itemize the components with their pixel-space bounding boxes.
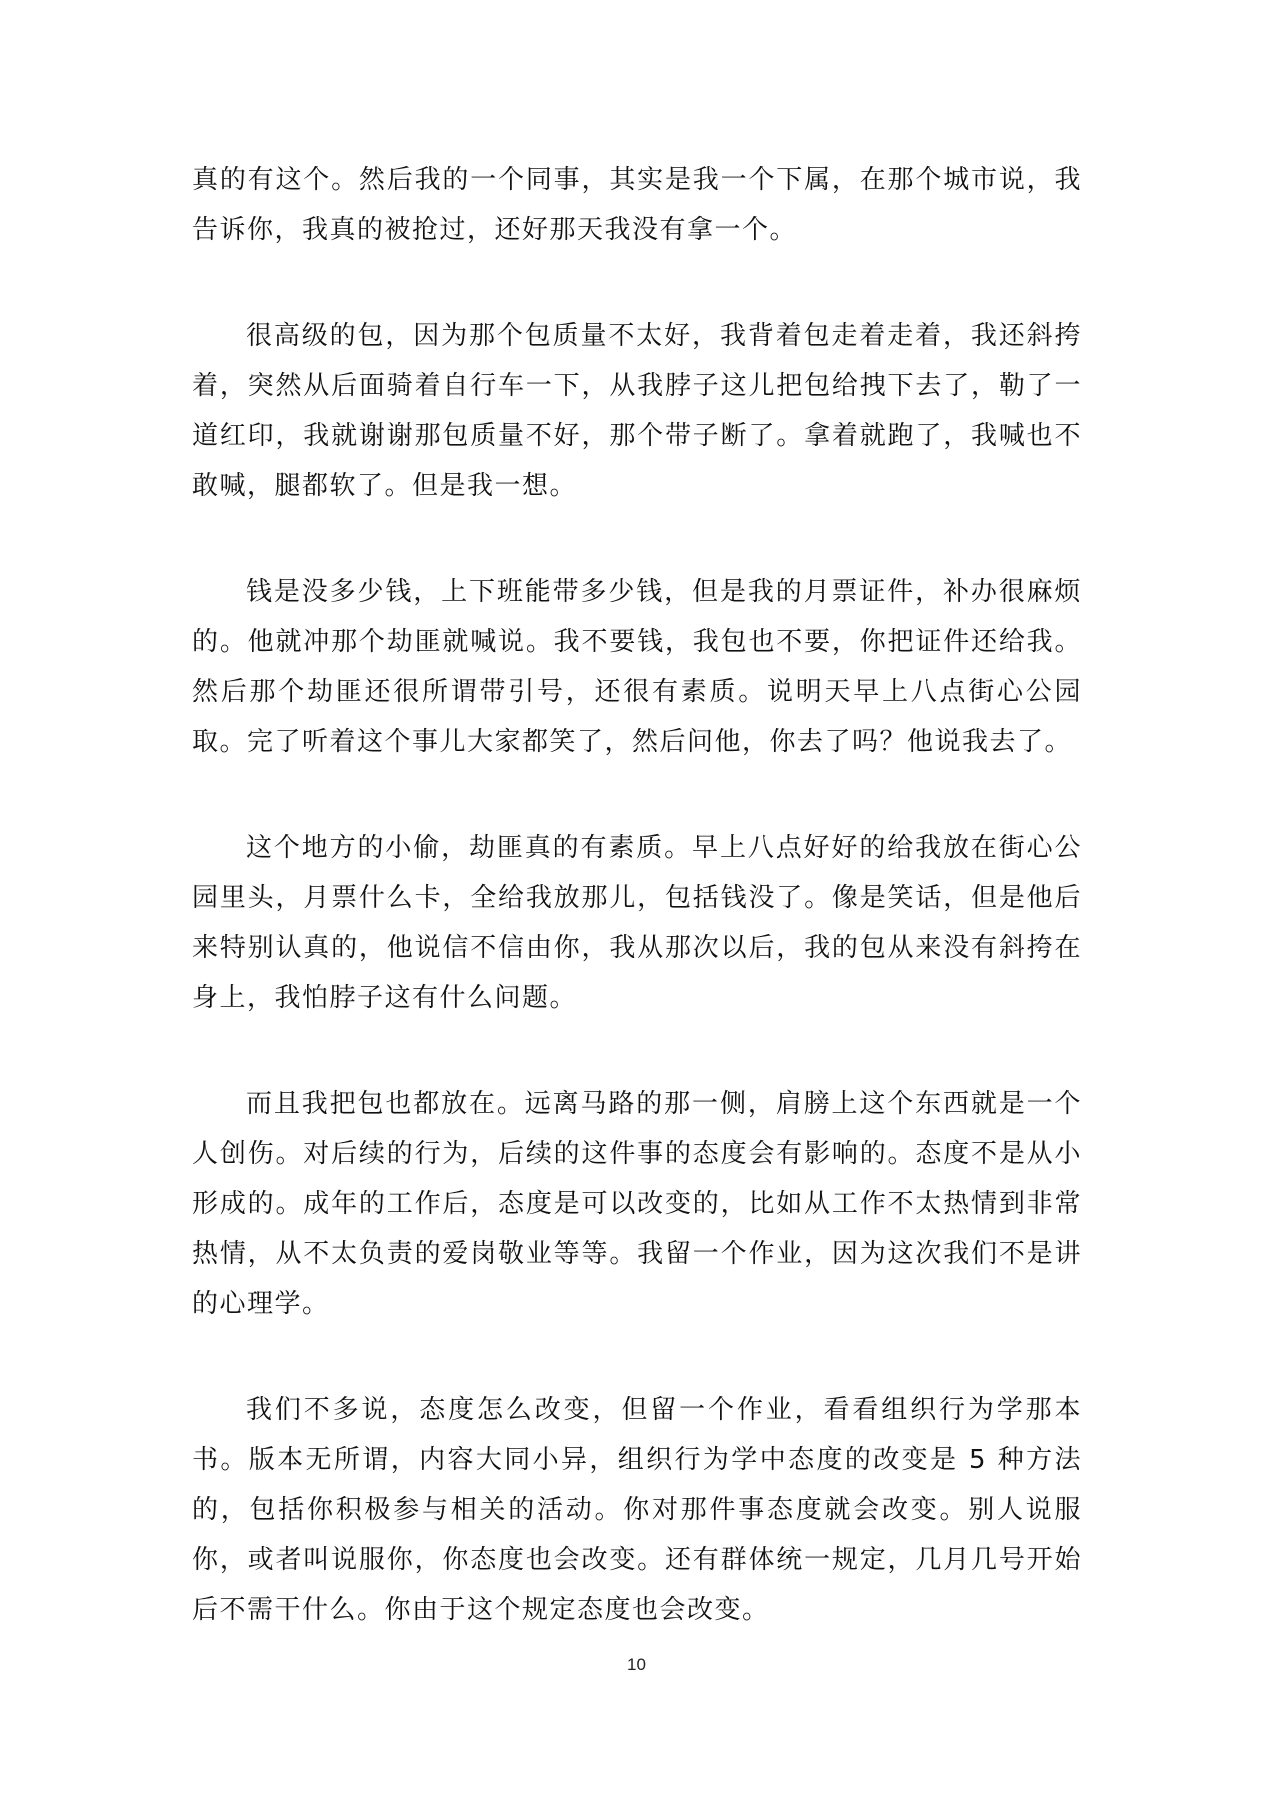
- paragraph-5: 而且我把包也都放在。远离马路的那一侧，肩膀上这个东西就是一个人创伤。对后续的行为，后续的这件事的态度会有影响的。态度不是从小形成的。成年的工作后，态度是可以改变的，比如从工作不太热情到非常热情，从不太负责的爱岗敬业等等。我留一个作业，因为这次我们不是讲的心理学。: [192, 1089, 1082, 1319]
- paragraph-1: 真的有这个。然后我的一个同事，其实是我一个下属，在那个城市说，我告诉你，我真的被抢过，还好那天我没有拿一个。: [192, 165, 1082, 245]
- page-number: 10: [627, 1655, 646, 1674]
- paragraph-6: 我们不多说，态度怎么改变，但留一个作业，看看组织行为学那本书。版本无所谓，内容大同小异，组织行为学中态度的改变是 5 种方法的，包括你积极参与相关的活动。你对那件事态度就会改变。别人说服你，或者叫说服你，你态度也会改变。还有群体统一规定，几月几号开始后不需干什么。你由于这个规定态度也会改变。: [192, 1395, 1082, 1625]
- document-body: [192, 155, 1082, 1691]
- paragraph-2: 很高级的包，因为那个包质量不太好，我背着包走着走着，我还斜挎着，突然从后面骑着自行车一下，从我脖子这儿把包给拽下去了，勒了一道红印，我就谢谢那包质量不好，那个带子断了。拿着就跑了，我喊也不敢喊，腿都软了。但是我一想。: [192, 321, 1082, 501]
- paragraph-4: 这个地方的小偷，劫匪真的有素质。早上八点好好的给我放在街心公园里头，月票什么卡，全给我放那儿，包括钱没了。像是笑话，但是他后来特别认真的，他说信不信由你，我从那次以后，我的包从来没有斜挎在身上，我怕脖子这有什么问题。: [192, 833, 1082, 1013]
- paragraph-3: 钱是没多少钱，上下班能带多少钱，但是我的月票证件，补办很麻烦的。他就冲那个劫匪就喊说。我不要钱，我包也不要，你把证件还给我。然后那个劫匪还很所谓带引号，还很有素质。说明天早上八点街心公园取。完了听着这个事儿大家都笑了，然后问他，你去了吗？他说我去了。: [192, 577, 1082, 757]
